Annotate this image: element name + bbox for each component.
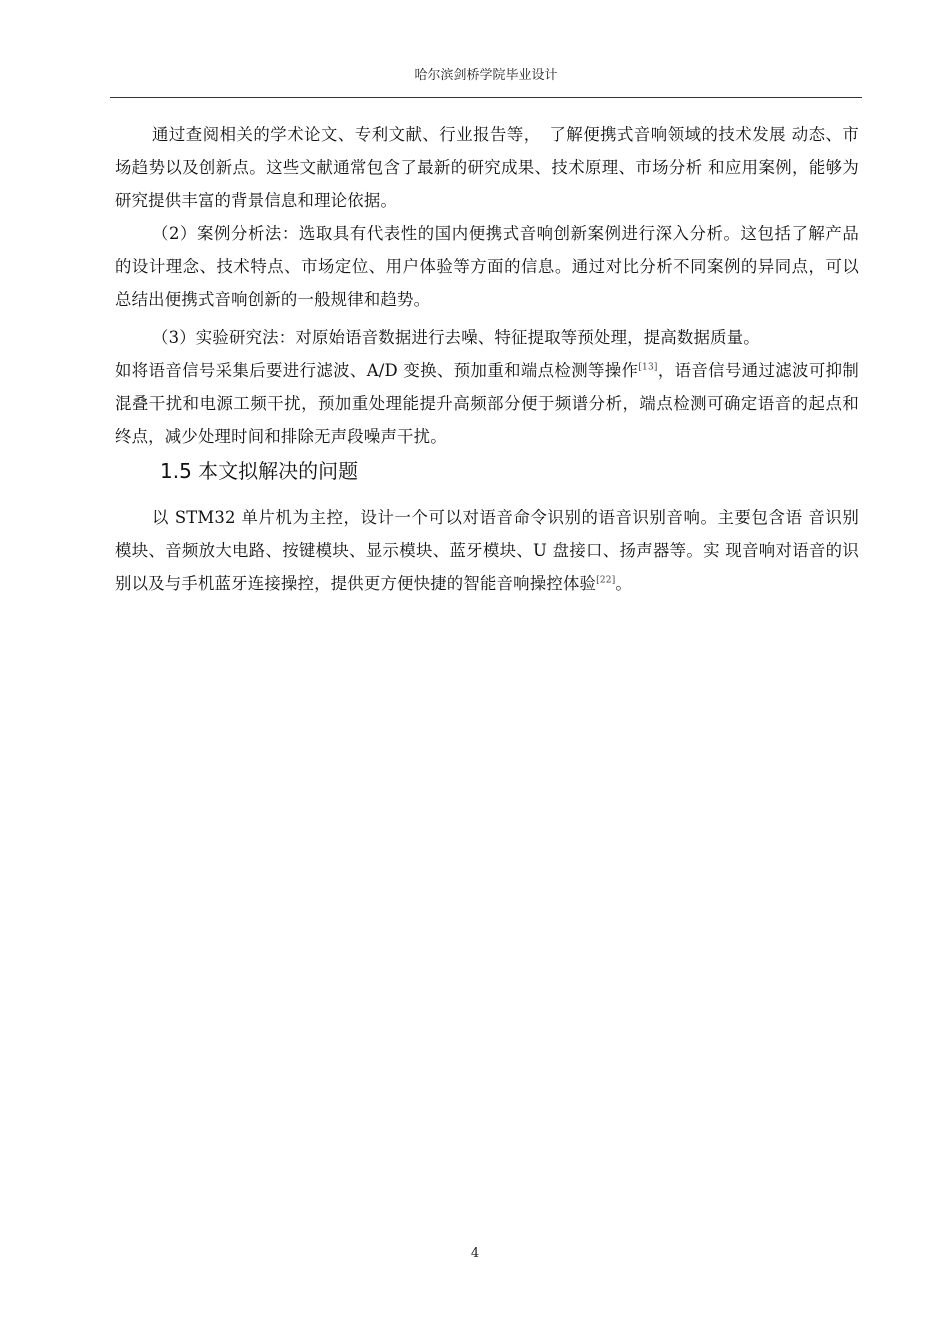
body-text-block (115, 118, 859, 453)
problem-text-b: 。 (615, 574, 633, 593)
paragraph-case-analysis: （2）案例分析法：选取具有代表性的国内便携式音响创新案例进行深入分析。这包括了解产品的设计理念、技术特点、市场定位、用户体验等方面的信息。通过对比分析不同案例的异同点，可以总结出便携式音响创新的一般规律和趋势。 (115, 224, 859, 309)
page-number: 4 (470, 1246, 480, 1261)
citation-22: [22] (596, 575, 616, 586)
section-body (115, 501, 859, 600)
paragraph-experiment-method: （3）实验研究法：对原始语音数据进行去噪、特征提取等预处理，提高数据质量。 (152, 328, 760, 347)
paragraph-literature-review: 通过查阅相关的学术论文、专利文献、行业报告等， 了解便携式音响领域的技术发展 动态、市场趋势以及创新点。这些文献通常包含了最新的研究成果、技术原理、市场分析 和应用案例，能够为研究提供丰富的背景信息和理论依据。 (115, 125, 859, 210)
paragraph-signal-processing (115, 354, 859, 453)
signal-text-a: 如将语音信号采集后要进行滤波、A/D 变换、预加重和端点检测等操作 (115, 361, 639, 380)
signal-text-b: ，语音信号通过滤波可抑制混叠干扰和电源工频干扰，预加重处理能提升高频部分便于频谱分析，端点检测可确定语音的起点和终点，减少处理时间和排除无声段噪声干扰。 (115, 361, 859, 446)
header-rule (110, 97, 862, 98)
citation-13: [13] (638, 362, 658, 373)
problem-text-a: 以 STM32 单片机为主控，设计一个可以对语音命令识别的语音识别音响。主要包含语 音识别模块、音频放大电路、按键模块、显示模块、蓝牙模块、U 盘接口、扬声器等。实 现音响对语音的识别以及与手机蓝牙连接操控，提供更方便快捷的智能音响操控体验 (115, 508, 859, 593)
running-header: 哈尔滨剑桥学院毕业设计 (414, 68, 558, 83)
paragraph-problem-statement (115, 501, 859, 600)
section-heading: 1.5 本文拟解决的问题 (160, 459, 359, 483)
